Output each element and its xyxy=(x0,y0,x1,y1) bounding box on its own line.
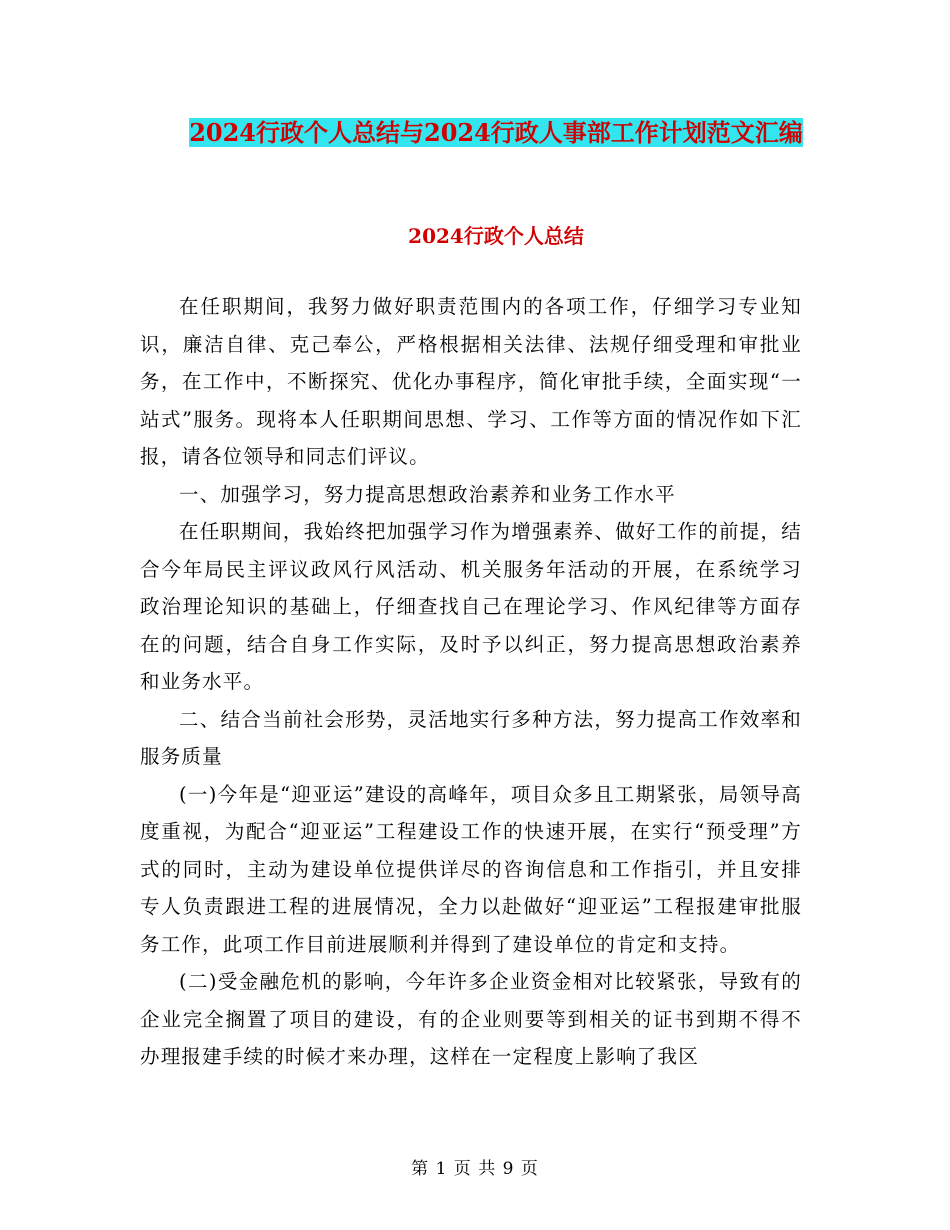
page-footer: 第 1 页 共 9 页 xyxy=(411,1159,539,1179)
paragraph-asian-games: (一)今年是“迎亚运”建设的高峰年，项目众多且工期紧张，局领导高度重视，为配合“迎亚运”工程建设工作的快速开展，在实行“预受理”方式的同时，主动为建设单位提供详尽的咨询信息和工作指引，并且安排专人负责跟进工程的进展情况，全力以赴做好“迎亚运”工程报建审批服务工作，此项工作目前进展顺利并得到了建设单位的肯定和支持。 xyxy=(140,782,802,956)
section-title: 2024行政个人总结 xyxy=(408,224,584,248)
paragraph-financial-crisis: (二)受金融危机的影响，今年许多企业资金相对比较紧张，导致有的企业完全搁置了项目的建设，有的企业则要等到相关的证书到期不得不办理报建手续的时候才来办理，这样在一定程度上影响了我区 xyxy=(140,970,802,1068)
paragraph-study: 在任职期间，我始终把加强学习作为增强素养、做好工作的前提，结合今年局民主评议政风行风活动、机关服务年活动的开展，在系统学习政治理论知识的基础上，仔细查找自己在理论学习、作风纪律等方面存在的问题，结合自身工作实际，及时予以纠正，努力提高思想政治素养和业务水平。 xyxy=(140,520,802,693)
paragraph-intro: 在任职期间，我努力做好职责范围内的各项工作，仔细学习专业知识，廉洁自律、克己奉公，严格根据相关法律、法规仔细受理和审批业务，在工作中，不断探究、优化办事程序，简化审批手续，全面实现“一站式”服务。现将本人任职期间思想、学习、工作等方面的情况作如下汇报，请各位领导和同志们评议。 xyxy=(140,295,802,468)
heading-study: 一、加强学习，努力提高思想政治素养和业务工作水平 xyxy=(179,482,676,506)
heading-methods: 二、结合当前社会形势，灵活地实行多种方法，努力提高工作效率和服务质量 xyxy=(140,707,802,768)
document-body xyxy=(140,288,802,1076)
document-title-text: 2024行政个人总结与2024行政人事部工作计划范文汇编 xyxy=(189,118,803,147)
document-title xyxy=(140,112,852,154)
